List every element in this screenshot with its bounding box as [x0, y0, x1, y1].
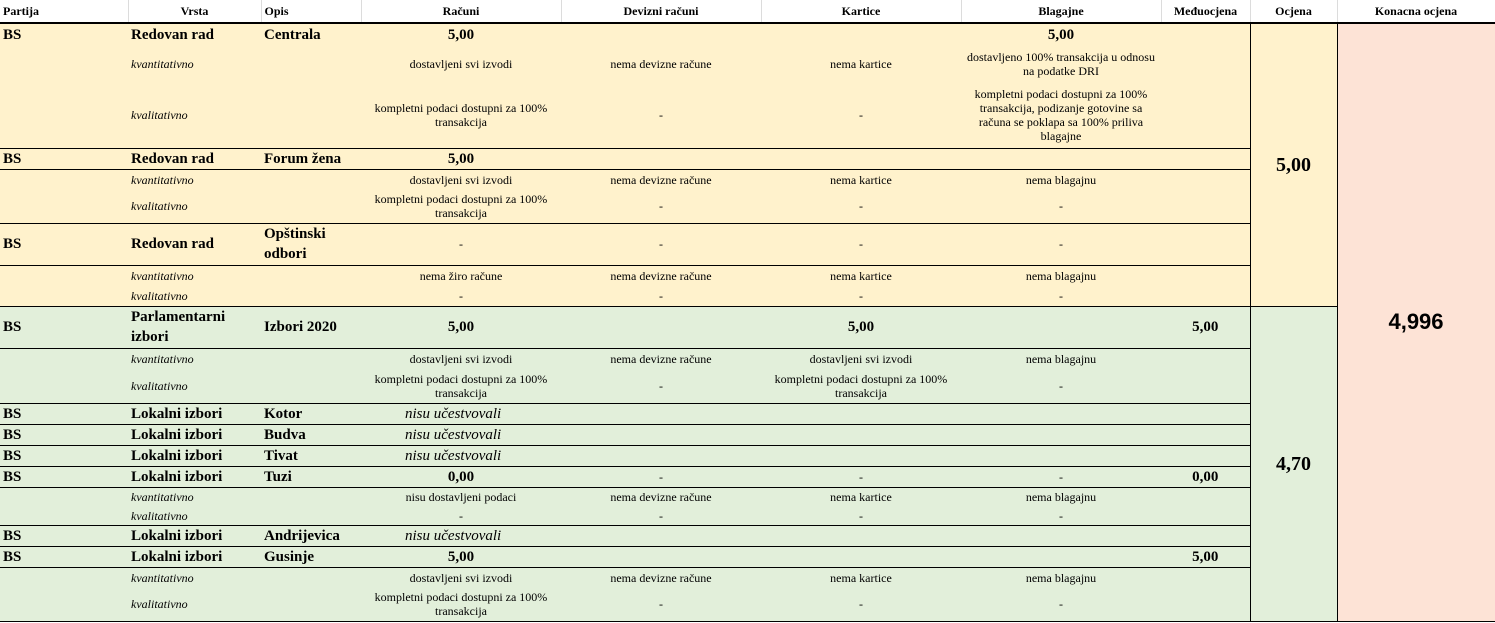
cell-vrsta: kvantitativno [128, 567, 261, 588]
col-racuni: Računi [361, 0, 561, 23]
ocjena-group-2: 4,70 [1250, 306, 1337, 621]
cell-kartice: - [761, 466, 961, 487]
cell-devizni: nema devizne račune [561, 348, 761, 369]
col-partija: Partija [0, 0, 128, 23]
col-konacna: Konacna ocjena [1337, 0, 1495, 23]
cell-vrsta: Lokalni izbori [128, 445, 261, 466]
cell-kartice: nema kartice [761, 567, 961, 588]
cell-vrsta: kvantitativno [128, 45, 261, 83]
cell-partija: BS [0, 525, 128, 546]
col-vrsta: Vrsta [128, 0, 261, 23]
cell-meduocjena [1161, 169, 1250, 190]
cell-devizni [561, 546, 761, 567]
cell-racuni: - [361, 507, 561, 525]
cell-vrsta: Redovan rad [128, 223, 261, 265]
cell-kartice: - [761, 83, 961, 148]
cell-racuni: dostavljeni svi izvodi [361, 45, 561, 83]
cell-racuni: nema žiro račune [361, 265, 561, 286]
cell-racuni: kompletni podaci dostupni za 100% transakcija [361, 83, 561, 148]
cell-meduocjena: 0,00 [1161, 466, 1250, 487]
cell-kartice: - [761, 588, 961, 621]
cell-opis: Tivat [261, 445, 361, 466]
cell-racuni: 0,00 [361, 466, 561, 487]
cell-kartice: dostavljeni svi izvodi [761, 348, 961, 369]
cell-devizni: nema devizne račune [561, 169, 761, 190]
cell-blagajne: nema blagajnu [961, 265, 1161, 286]
header-row [0, 0, 1495, 23]
cell-devizni [561, 23, 761, 45]
cell-partija: BS [0, 403, 128, 424]
cell-devizni: - [561, 223, 761, 265]
cell-devizni: - [561, 369, 761, 403]
cell-racuni: dostavljeni svi izvodi [361, 169, 561, 190]
cell-racuni: dostavljeni svi izvodi [361, 567, 561, 588]
cell-opis: Izbori 2020 [261, 306, 361, 348]
cell-vrsta: Lokalni izbori [128, 546, 261, 567]
col-ocjena: Ocjena [1250, 0, 1337, 23]
cell-racuni: 5,00 [361, 23, 561, 45]
cell-blagajne: - [961, 223, 1161, 265]
cell-opis: Andrijevica [261, 525, 361, 546]
cell-blagajne [961, 306, 1161, 348]
cell-partija: BS [0, 424, 128, 445]
cell-meduocjena [1161, 487, 1250, 507]
cell-blagajne: 5,00 [961, 23, 1161, 45]
cell-meduocjena [1161, 507, 1250, 525]
cell-racuni: - [361, 223, 561, 265]
cell-meduocjena [1161, 190, 1250, 223]
col-meduocjena: Međuocjena [1161, 0, 1250, 23]
cell-blagajne: - [961, 588, 1161, 621]
col-kartice: Kartice [761, 0, 961, 23]
table-row [0, 306, 1495, 348]
cell-partija: BS [0, 148, 128, 169]
cell-opis: Kotor [261, 403, 361, 424]
cell-meduocjena [1161, 567, 1250, 588]
cell-vrsta: Lokalni izbori [128, 424, 261, 445]
cell-opis: Opštinski odbori [261, 223, 361, 265]
cell-racuni: nisu učestvovali [361, 424, 1250, 445]
cell-kartice: - [761, 190, 961, 223]
cell-blagajne: - [961, 466, 1161, 487]
cell-blagajne: - [961, 507, 1161, 525]
cell-racuni: kompletni podaci dostupni za 100% transakcija [361, 588, 561, 621]
cell-kartice: kompletni podaci dostupni za 100% transakcija [761, 369, 961, 403]
cell-kartice: nema kartice [761, 265, 961, 286]
cell-devizni [561, 148, 761, 169]
cell-vrsta: kvalitativno [128, 190, 261, 223]
cell-blagajne: dostavljeno 100% transakcija u odnosu na podatke DRI [961, 45, 1161, 83]
cell-meduocjena [1161, 588, 1250, 621]
cell-kartice: - [761, 507, 961, 525]
cell-vrsta: Lokalni izbori [128, 525, 261, 546]
cell-kartice: nema kartice [761, 45, 961, 83]
cell-partija: BS [0, 223, 128, 265]
cell-blagajne [961, 546, 1161, 567]
cell-devizni: nema devizne račune [561, 487, 761, 507]
cell-partija: BS [0, 445, 128, 466]
cell-meduocjena [1161, 83, 1250, 148]
cell-opis: Gusinje [261, 546, 361, 567]
cell-racuni: 5,00 [361, 306, 561, 348]
cell-kartice [761, 148, 961, 169]
cell-devizni: nema devizne račune [561, 265, 761, 286]
col-opis: Opis [261, 0, 361, 23]
cell-blagajne: nema blagajnu [961, 348, 1161, 369]
cell-kartice: - [761, 286, 961, 306]
cell-vrsta: kvalitativno [128, 286, 261, 306]
cell-devizni: - [561, 507, 761, 525]
cell-racuni: kompletni podaci dostupni za 100% transakcija [361, 190, 561, 223]
cell-devizni [561, 306, 761, 348]
cell-vrsta: kvantitativno [128, 487, 261, 507]
cell-vrsta: kvalitativno [128, 83, 261, 148]
cell-meduocjena [1161, 223, 1250, 265]
cell-vrsta: Parlamentarni izbori [128, 306, 261, 348]
cell-meduocjena [1161, 348, 1250, 369]
cell-blagajne: - [961, 369, 1161, 403]
cell-blagajne [961, 148, 1161, 169]
cell-vrsta: Lokalni izbori [128, 403, 261, 424]
cell-devizni: - [561, 588, 761, 621]
cell-kartice: nema kartice [761, 487, 961, 507]
cell-blagajne: nema blagajnu [961, 487, 1161, 507]
cell-devizni: - [561, 83, 761, 148]
cell-devizni: - [561, 190, 761, 223]
cell-meduocjena [1161, 23, 1250, 45]
cell-devizni: - [561, 466, 761, 487]
cell-meduocjena [1161, 286, 1250, 306]
cell-vrsta: kvalitativno [128, 369, 261, 403]
cell-meduocjena: 5,00 [1161, 306, 1250, 348]
cell-blagajne: nema blagajnu [961, 567, 1161, 588]
cell-devizni: nema devizne račune [561, 567, 761, 588]
cell-racuni: nisu dostavljeni podaci [361, 487, 561, 507]
cell-meduocjena [1161, 45, 1250, 83]
cell-racuni: 5,00 [361, 546, 561, 567]
cell-kartice [761, 23, 961, 45]
cell-vrsta: kvantitativno [128, 169, 261, 190]
cell-vrsta: Lokalni izbori [128, 466, 261, 487]
cell-racuni: nisu učestvovali [361, 525, 1250, 546]
cell-devizni: nema devizne račune [561, 45, 761, 83]
cell-racuni: dostavljeni svi izvodi [361, 348, 561, 369]
cell-blagajne: - [961, 190, 1161, 223]
cell-racuni: nisu učestvovali [361, 403, 1250, 424]
cell-kartice: - [761, 223, 961, 265]
cell-blagajne: nema blagajnu [961, 169, 1161, 190]
col-devizni: Devizni računi [561, 0, 761, 23]
cell-meduocjena [1161, 369, 1250, 403]
cell-partija: BS [0, 306, 128, 348]
cell-blagajne: kompletni podaci dostupni za 100% transakcija, podizanje gotovine sa računa se poklapa sa 100% priliva blagajne [961, 83, 1161, 148]
cell-vrsta: kvantitativno [128, 348, 261, 369]
cell-vrsta: kvalitativno [128, 507, 261, 525]
cell-partija: BS [0, 546, 128, 567]
konacna-ocjena: 4,996 [1337, 23, 1495, 621]
cell-racuni: nisu učestvovali [361, 445, 1250, 466]
cell-opis: Centrala [261, 23, 361, 45]
cell-partija: BS [0, 23, 128, 45]
cell-kartice: nema kartice [761, 169, 961, 190]
cell-blagajne: - [961, 286, 1161, 306]
cell-opis: Forum žena [261, 148, 361, 169]
col-blagajne: Blagajne [961, 0, 1161, 23]
cell-vrsta: kvalitativno [128, 588, 261, 621]
cell-opis: Budva [261, 424, 361, 445]
cell-racuni: kompletni podaci dostupni za 100% transakcija [361, 369, 561, 403]
cell-devizni: - [561, 286, 761, 306]
cell-vrsta: Redovan rad [128, 148, 261, 169]
cell-opis: Tuzi [261, 466, 361, 487]
ocjena-group-1: 5,00 [1250, 23, 1337, 306]
cell-racuni: 5,00 [361, 148, 561, 169]
cell-meduocjena: 5,00 [1161, 546, 1250, 567]
cell-vrsta: Redovan rad [128, 23, 261, 45]
cell-vrsta: kvantitativno [128, 265, 261, 286]
cell-partija: BS [0, 466, 128, 487]
cell-kartice [761, 546, 961, 567]
cell-kartice: 5,00 [761, 306, 961, 348]
cell-racuni: - [361, 286, 561, 306]
cell-meduocjena [1161, 265, 1250, 286]
cell-meduocjena [1161, 148, 1250, 169]
table-row [0, 23, 1495, 45]
